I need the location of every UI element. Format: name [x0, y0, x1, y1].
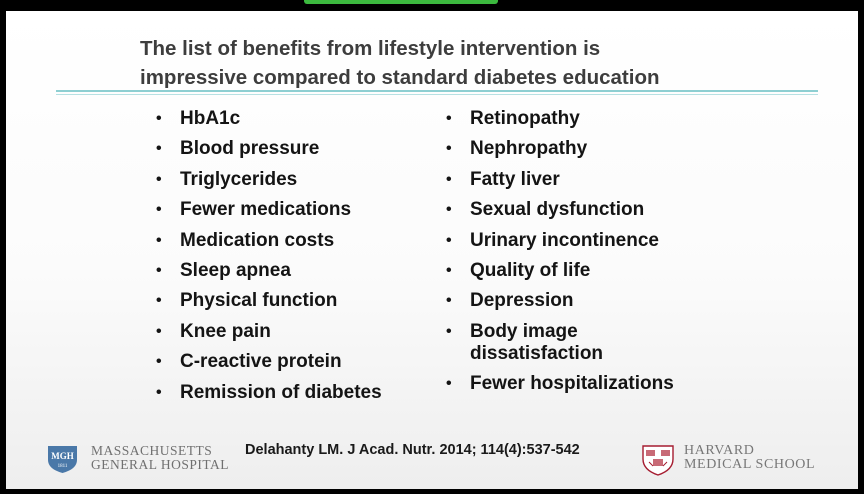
bullet-icon: • [156, 231, 162, 249]
harvard-wordmark-line-2: MEDICAL SCHOOL [684, 457, 816, 472]
list-item-label: Remission of diabetes [180, 381, 382, 403]
slide-title-line-2: impressive compared to standard diabetes education [140, 66, 660, 89]
list-item [156, 321, 382, 343]
list-item-label: Fewer hospitalizations [470, 373, 674, 395]
citation: Delahanty LM. J Acad. Nutr. 2014; 114(4):537-542 [245, 442, 580, 458]
list-item-label: Medication costs [180, 229, 335, 251]
list-item [156, 382, 382, 404]
list-item-label: Depression [470, 290, 574, 312]
list-item-label: Triglycerides [180, 168, 298, 190]
bullet-icon: • [446, 110, 452, 127]
list-item [156, 260, 382, 282]
list-item [446, 373, 674, 395]
list-item [446, 321, 674, 365]
bullet-icon: • [446, 292, 452, 310]
mgh-badge-text: MGH [51, 451, 74, 461]
list-item [446, 199, 674, 221]
bullet-icon: • [156, 322, 162, 340]
mgh-wordmark [91, 444, 229, 472]
list-item [156, 138, 382, 160]
bullet-icon: • [156, 140, 162, 158]
bullet-icon: • [446, 261, 452, 279]
harvard-wordmark-line-1: HARVARD [684, 443, 755, 458]
slide-title-line-1: The list of benefits from lifestyle intervention is [140, 37, 601, 60]
mgh-badge-year: 1811 [57, 464, 68, 469]
list-item [446, 230, 674, 252]
list-item [156, 290, 382, 312]
mgh-wordmark-line-1: MASSACHUSETTS [91, 443, 213, 458]
list-item-label: Fatty liver [470, 168, 560, 190]
bullet-icon: • [156, 201, 162, 219]
list-item-label: Knee pain [180, 320, 271, 342]
bullet-icon: • [156, 110, 162, 127]
mgh-shield-icon [46, 444, 79, 474]
bullet-icon: • [156, 353, 162, 371]
list-item [156, 199, 382, 221]
list-item [446, 108, 674, 130]
harvard-wordmark [684, 444, 815, 472]
list-item-label: Fewer medications [180, 199, 352, 221]
bullet-icon: • [156, 383, 162, 401]
list-item [156, 351, 382, 373]
bullet-icon: • [446, 231, 452, 249]
title-divider-secondary [56, 94, 818, 95]
bullet-icon: • [446, 322, 452, 340]
active-speaker-indicator [304, 0, 498, 4]
title-divider [56, 90, 818, 92]
list-item-label: Sleep apnea [180, 259, 291, 281]
slide-title [140, 34, 840, 92]
harvard-logo [640, 444, 850, 478]
bullet-icon: • [156, 261, 162, 279]
bullet-icon: • [446, 201, 452, 219]
list-item-label: Blood pressure [180, 138, 320, 160]
bullet-icon: • [446, 140, 452, 158]
bullet-icon: • [446, 170, 452, 188]
presentation-slide [6, 11, 858, 489]
mgh-logo [46, 444, 256, 474]
list-item-label: HbA1c [180, 108, 241, 129]
list-item [446, 290, 674, 312]
list-item [156, 108, 382, 130]
mgh-wordmark-line-2: GENERAL HOSPITAL [91, 457, 230, 472]
list-item-label: Urinary incontinence [470, 229, 659, 251]
list-item-label: Retinopathy [470, 108, 580, 129]
bullet-icon: • [446, 375, 452, 393]
list-item-label: Body image dissatisfaction [470, 320, 604, 364]
list-item [446, 138, 674, 160]
list-item-label: Physical function [180, 290, 338, 312]
list-item [156, 169, 382, 191]
benefits-list-left [156, 108, 382, 412]
list-item [156, 230, 382, 252]
list-item-label: Quality of life [470, 259, 591, 281]
list-item [446, 169, 674, 191]
list-item [446, 260, 674, 282]
list-item-label: Nephropathy [470, 138, 588, 160]
benefits-list-right [446, 108, 674, 404]
list-item-label: Sexual dysfunction [470, 199, 645, 221]
harvard-shield-icon [640, 444, 676, 476]
list-item-label: C-reactive protein [180, 351, 342, 373]
bullet-icon: • [156, 292, 162, 310]
bullet-icon: • [156, 170, 162, 188]
